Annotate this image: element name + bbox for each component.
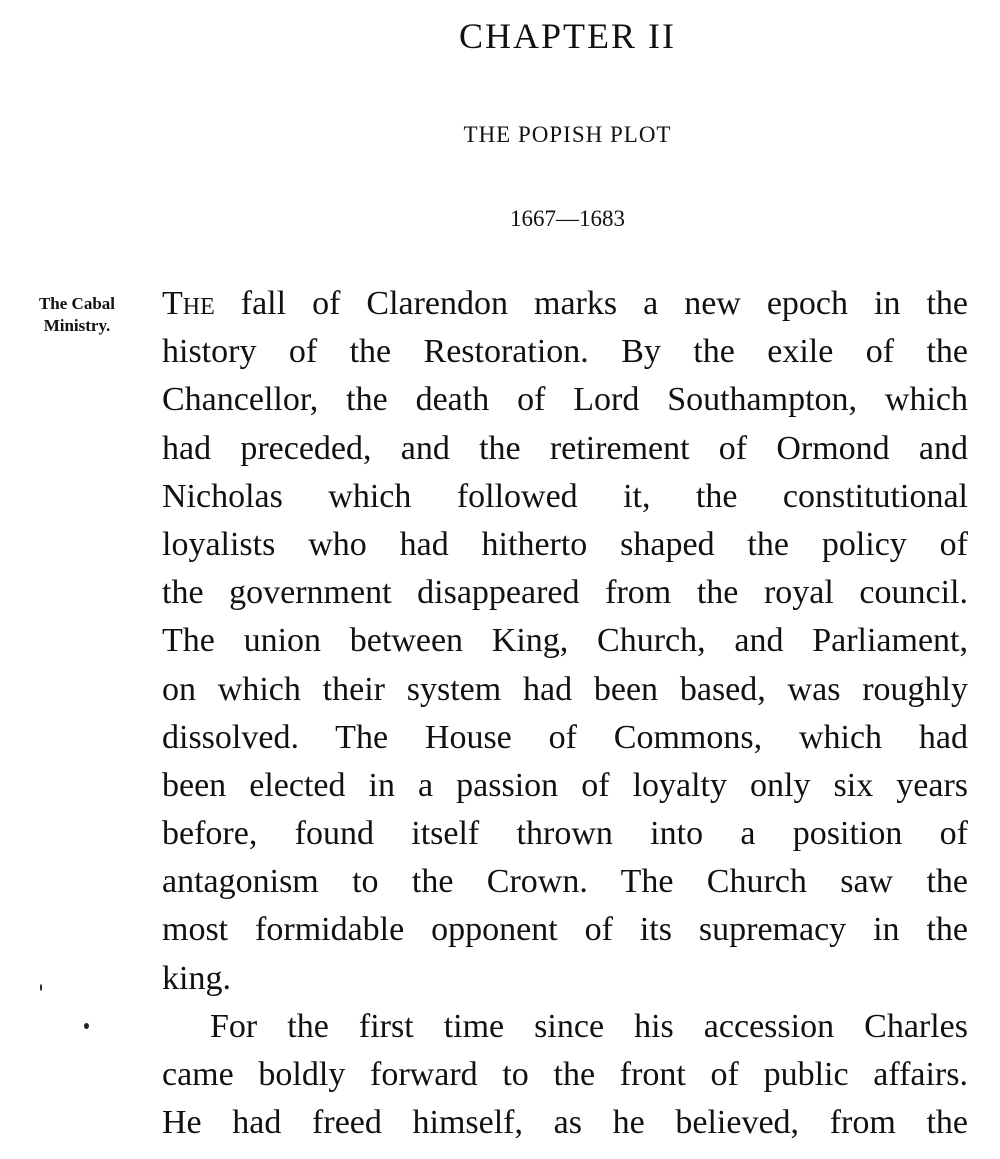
text-line: on which their system had been based, was roughly <box>162 670 968 708</box>
ink-speck <box>84 1023 89 1029</box>
lead-word: The <box>162 285 215 322</box>
text-line: before, found itself thrown into a position of <box>162 815 968 853</box>
sidenote-line: The Cabal <box>38 294 116 313</box>
text-line: had preceded, and the retirement of Ormond and <box>162 429 968 467</box>
text-line: The union between King, Church, and Parliament, <box>162 622 968 660</box>
text-line: dissolved. The House of Commons, which had <box>162 718 968 756</box>
text-line: king. <box>162 959 231 997</box>
body-text <box>162 280 968 1147</box>
text-line: antagonism to the Crown. The Church saw the <box>162 863 968 901</box>
margin-sidenote <box>18 293 136 337</box>
chapter-title: THE POPISH PLOT <box>463 122 672 147</box>
text-line: He had freed himself, as he believed, from the <box>162 1104 968 1142</box>
text-line: came boldly forward to the front of public affairs. <box>162 1056 968 1093</box>
text-line: For the first time since his accession Charles <box>210 1007 968 1045</box>
chapter-number: CHAPTER II <box>459 16 676 56</box>
ink-speck <box>40 984 42 991</box>
text-line: Chancellor, the death of Lord Southampton, which <box>162 381 968 419</box>
text-line: The fall of Clarendon marks a new epoch in the <box>162 285 968 322</box>
paragraph-2 <box>162 1003 968 1148</box>
paragraph-1 <box>162 280 968 1003</box>
sidenote-line: Ministry. <box>43 316 111 335</box>
text-line: been elected in a passion of loyalty only six years <box>162 766 968 804</box>
text-line: most formidable opponent of its supremacy in the <box>162 911 968 949</box>
text-line: history of the Restoration. By the exile of the <box>162 333 968 371</box>
chapter-dates: 1667—1683 <box>510 206 625 231</box>
text-line: Nicholas which followed it, the constitutional <box>162 477 968 515</box>
text-line: loyalists who had hitherto shaped the policy of <box>162 525 968 563</box>
text-line: the government disappeared from the royal council. <box>162 574 968 612</box>
